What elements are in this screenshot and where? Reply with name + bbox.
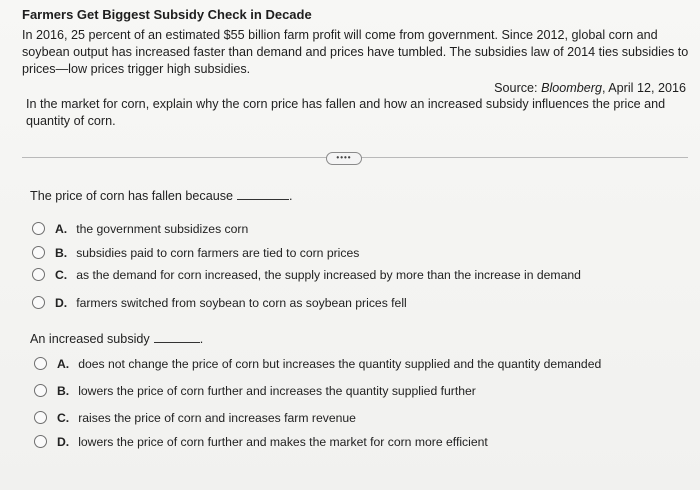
radio-button[interactable] [32, 268, 45, 281]
article-body: In 2016, 25 percent of an estimated $55 billion farm profit will come from government. Since 2012, global corn and soybean output has increased faster than demand and prices have tumbled. The subsidies law of 2014 ties subsidies to prices—low prices trigger high subsidies. [22, 28, 689, 76]
part2-prompt [30, 331, 203, 348]
part2-option-a[interactable] [34, 355, 601, 373]
option-letter: D. [55, 296, 68, 310]
radio-button[interactable] [34, 435, 47, 448]
option-text: lowers the price of corn further and increases the quantity supplied further [78, 384, 476, 398]
option-text: farmers switched from soybean to corn as soybean prices fell [76, 296, 407, 310]
option-text: raises the price of corn and increases farm revenue [78, 411, 356, 425]
radio-button[interactable] [34, 411, 47, 424]
source-publication: Bloomberg [541, 81, 602, 95]
article-excerpt [22, 6, 690, 97]
option-text: lowers the price of corn further and makes the market for corn more efficient [78, 435, 488, 449]
part2-option-b[interactable] [34, 382, 476, 400]
option-text: the government subsidizes corn [76, 222, 249, 236]
radio-button[interactable] [32, 222, 45, 235]
part1-prompt-text: The price of corn has fallen because [30, 189, 234, 203]
article-title: Farmers Get Biggest Subsidy Check in Decade [22, 7, 312, 22]
option-letter: B. [57, 384, 70, 398]
radio-button[interactable] [34, 384, 47, 397]
option-text: subsidies paid to corn farmers are tied to corn prices [76, 246, 360, 260]
part1-prompt [30, 188, 293, 205]
option-letter: D. [57, 435, 70, 449]
article-source [22, 80, 690, 97]
part1-option-b[interactable] [32, 244, 359, 262]
part1-answer-blank [237, 188, 289, 200]
part1-blank-suffix: . [289, 189, 293, 203]
source-date: , April 12, 2016 [601, 81, 686, 95]
option-letter: C. [57, 411, 70, 425]
option-letter: C. [55, 268, 68, 282]
option-text: as the demand for corn increased, the supply increased by more than the increase in demand [76, 268, 581, 282]
show-more-button[interactable]: •••• [326, 152, 362, 165]
option-text: does not change the price of corn but increases the quantity supplied and the quantity demanded [78, 357, 602, 371]
part1-option-a[interactable] [32, 220, 248, 238]
part1-option-d[interactable] [32, 294, 407, 312]
part2-option-d[interactable] [34, 433, 488, 451]
radio-button[interactable] [34, 357, 47, 370]
part2-blank-suffix: . [199, 332, 204, 346]
part1-option-c[interactable] [32, 266, 581, 284]
part2-option-c[interactable] [34, 409, 356, 427]
radio-button[interactable] [32, 246, 45, 259]
source-prefix: Source: [494, 81, 542, 95]
option-letter: A. [57, 357, 70, 371]
part2-prompt-text: An increased subsidy [30, 332, 150, 346]
option-letter: A. [55, 222, 68, 236]
part2-answer-blank [154, 331, 200, 343]
radio-button[interactable] [32, 296, 45, 309]
question-text: In the market for corn, explain why the corn price has fallen and how an increased subsidy influences the price and quantity of corn. [26, 97, 666, 128]
option-letter: B. [55, 246, 68, 260]
